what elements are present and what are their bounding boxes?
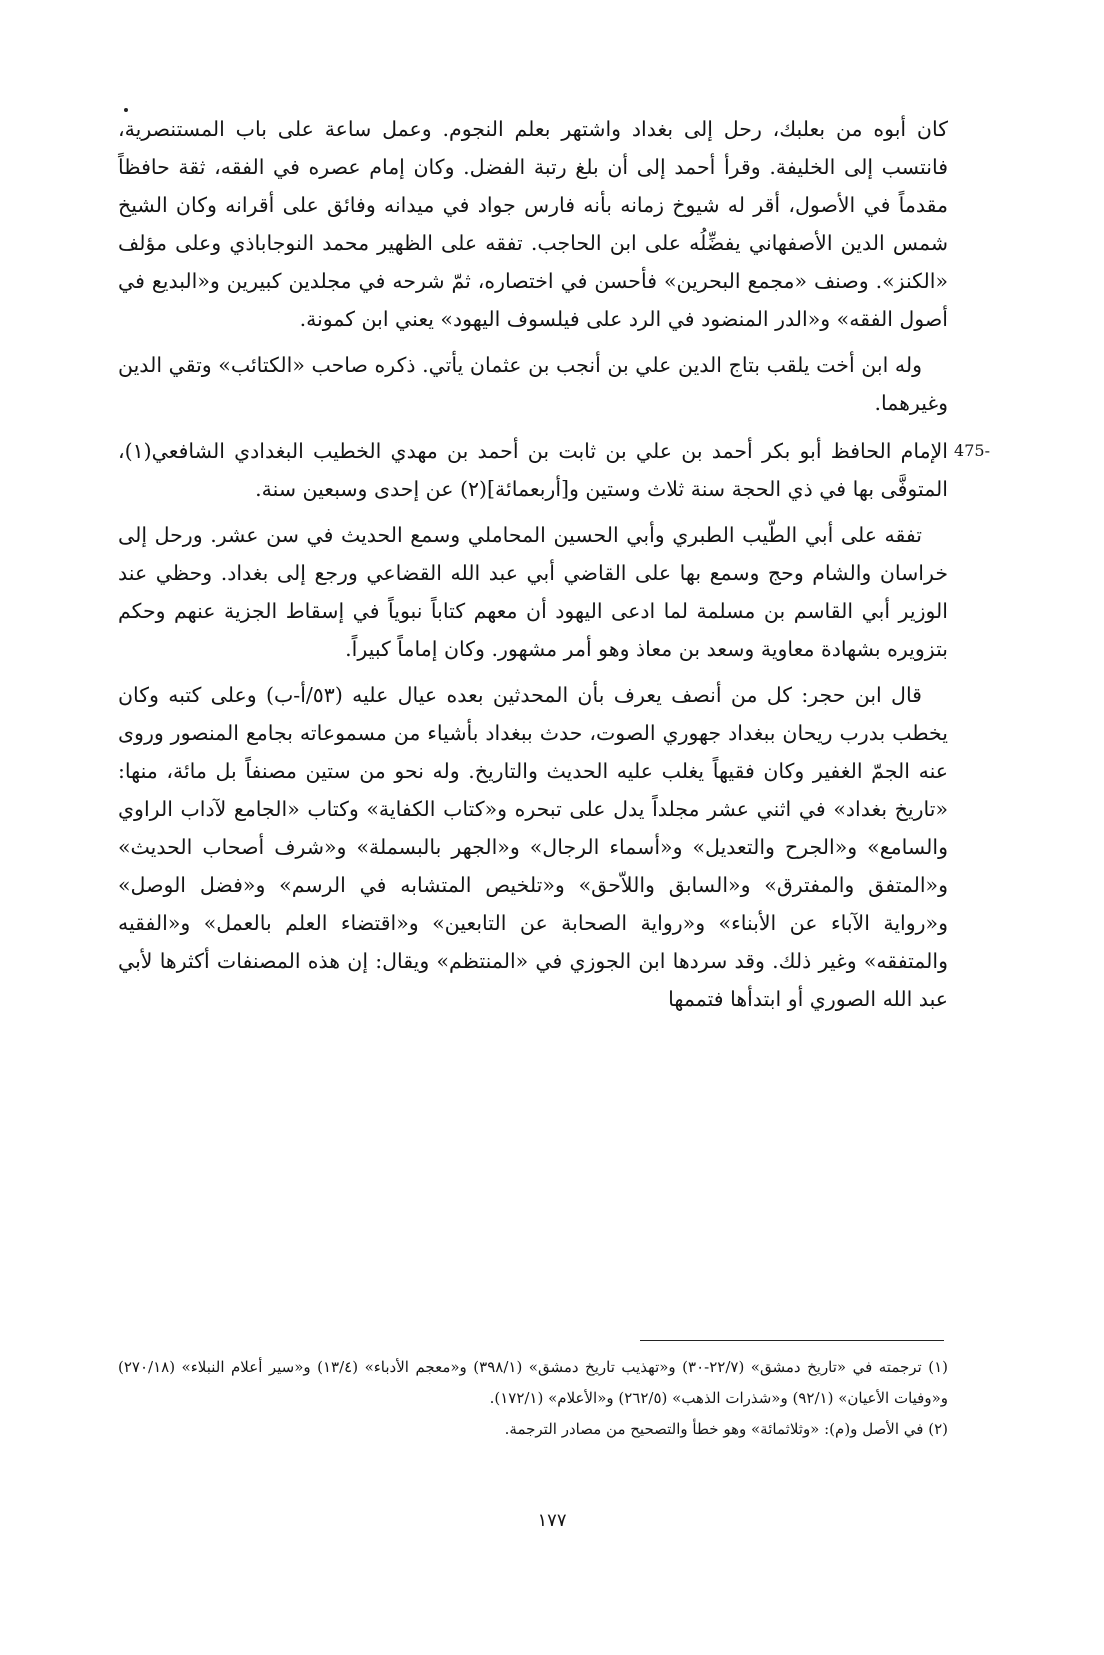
footnote-1: (١) ترجمته في «تاريخ دمشق» (٢٢/٧-٣٠) و«تهذيب تاريخ دمشق» (٣٩٨/١) و«معجم الأدباء» (١٣/٤) و«سير أعلام النبلاء» (٢٧٠/١٨) و«وفيات الأعيان» (٩٢/١) و«شذرات الذهب» (٢٦٢/٥) و«الأعلام» (١٧٢/١).: [118, 1358, 948, 1407]
footnote-separator: [640, 1340, 944, 1341]
paragraph-3: تفقه على أبي الطّيب الطبري وأبي الحسين المحاملي وسمع الحديث في سن عشر. ورحل إلى خراسان والشام وحج وسمع بها على القاضي أبي عبد الله القضاعي ورجع إلى بغداد. وحظي عند الوزير أبي القاسم بن مسلمة لما ادعى اليهود أن معهم كتاباً نبوياً في إسقاط الجزية عنهم وحكم بتزويره بشهادة معاوية وسعد بن معاذ وهو أمر مشهور. وكان إماماً كبيراً.: [118, 523, 948, 661]
paragraph-2: وله ابن أخت يلقب بتاج الدين علي بن أنجب بن عثمان يأتي. ذكره صاحب «الكتائب» وتقي الدين وغيرهما.: [118, 353, 948, 415]
main-text: [118, 110, 990, 1018]
page-number: ١٧٧: [537, 1510, 567, 1531]
biography-entry-475: [118, 432, 990, 508]
paragraph-1: كان أبوه من بعلبك، رحل إلى بغداد واشتهر بعلم النجوم. وعمل ساعة على باب المستنصرية، فانتسب إلى الخليفة. وقرأ أحمد إلى أن بلغ رتبة الفضل. وكان إمام عصره في الفقه، ثقة حافظاً مقدماً في الأصول، أقر له شيوخ زمانه بأنه فارس جواد في ميدانه وفائق على أقرانه وكان الشيخ شمس الدين الأصفهاني يفضِّلُه على ابن الحاجب. تفقه على الظهير محمد النوجاباذي وعلى مؤلف «الكنز». وصنف «مجمع البحرين» فأحسن في اختصاره، ثمّ شرحه في مجلدين كبيرين و«البديع في أصول الفقه» و«الدر المنضود في الرد على فيلسوف اليهود» يعني ابن كمونة.: [118, 117, 948, 331]
entry-number: 475-: [954, 441, 990, 460]
entry-heading-text: الإمام الحافظ أبو بكر أحمد بن علي بن ثابت بن أحمد بن مهدي الخطيب البغدادي الشافعي(١)، المتوفَّى بها في ذي الحجة سنة ثلاث وستين و[أربعمائة](٢) عن إحدى وسبعين سنة.: [118, 439, 948, 501]
footnote-2: (٢) في الأصل و(م): «وثلاثمائة» وهو خطأ والتصحيح من مصادر الترجمة.: [504, 1420, 948, 1438]
paragraph-4: قال ابن حجر: كل من أنصف يعرف بأن المحدثين بعده عيال عليه (٥٣/أ-ب) وعلى كتبه وكان يخطب بدرب ريحان ببغداد جهوري الصوت، حدث ببغداد بأشياء من مسموعاته بجامع المنصور وروى عنه الجمّ الغفير وكان فقيهاً يغلب عليه الحديث والتاريخ. وله نحو من ستين مصنفاً بل مائة، منها: «تاريخ بغداد» في اثني عشر مجلداً يدل على تبحره و«كتاب الكفاية» وكتاب «الجامع لآداب الراوي والسامع» و«الجرح والتعديل» و«أسماء الرجال» و«الجهر بالبسملة» و«شرف أصحاب الحديث» و«المتفق والمفترق» و«السابق واللاّحق» و«تلخيص المتشابه في الرسم» و«فضل الوصل» و«رواية الآباء عن الأبناء» و«رواية الصحابة عن التابعين» و«اقتضاء العلم بالعمل» و«الفقيه والمتفقه» وغير ذلك. وقد سردها ابن الجوزي في «المنتظم» ويقال: إن هذه المصنفات أكثرها لأبي عبد الله الصوري أو ابتدأها فتممها: [118, 683, 948, 1011]
footnotes: [118, 1352, 948, 1445]
